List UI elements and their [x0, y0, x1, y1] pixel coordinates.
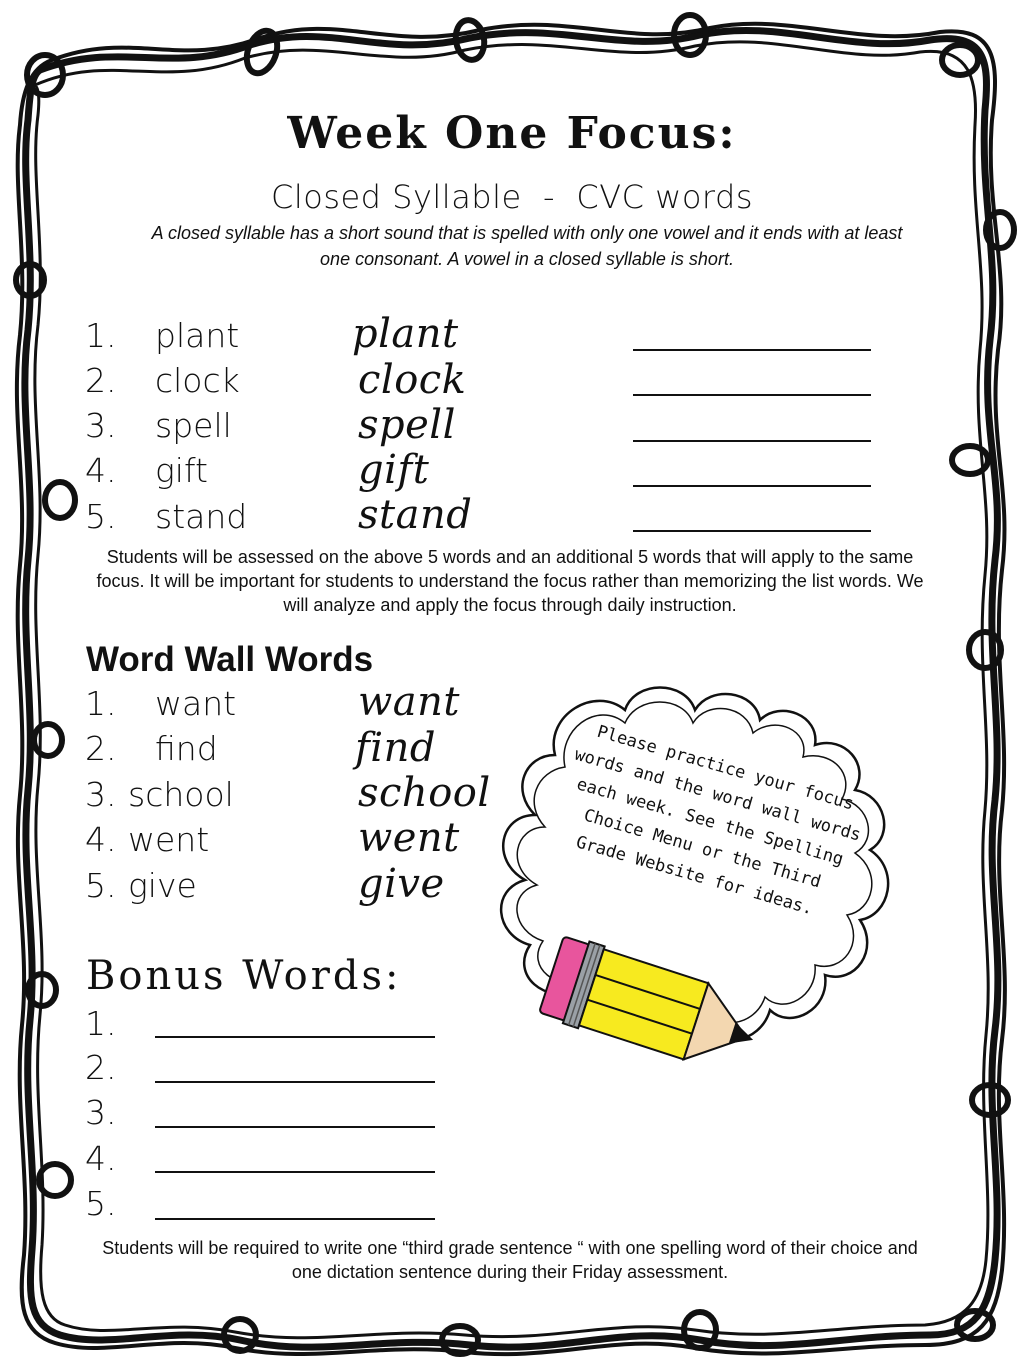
item-number: 1. [85, 1004, 117, 1043]
item-number: 3. [85, 406, 117, 445]
answer-blank[interactable] [633, 485, 871, 487]
bonus-blank[interactable] [155, 1218, 435, 1220]
answer-blank[interactable] [633, 440, 871, 442]
answer-blank[interactable] [633, 530, 871, 532]
focus-word-cursive: gift [358, 447, 430, 493]
answer-blank[interactable] [633, 349, 871, 351]
bonus-blank[interactable] [155, 1171, 435, 1173]
item-number: 3. [85, 775, 117, 814]
word-wall-cursive: school [358, 770, 491, 816]
item-number: 2. [85, 729, 117, 768]
page-title: Week One Focus: [287, 108, 737, 159]
assessment-note: Students will be assessed on the above 5 words and an additional 5 words that will apply to the same focus. It will be important for students to understand the focus rather than memorizing the list words. We will analyze and apply the focus through daily instruction. [96, 547, 924, 615]
bonus-blank[interactable] [155, 1036, 435, 1038]
focus-word: plant [155, 316, 240, 355]
word-wall-cursive: went [358, 815, 460, 861]
focus-word: spell [155, 406, 232, 445]
word-wall-cursive: find [355, 725, 436, 771]
focus-word-cursive: clock [358, 357, 467, 403]
word-wall-word: find [155, 729, 218, 768]
focus-word-cursive: plant [352, 311, 459, 357]
item-number: 5. [85, 1184, 117, 1223]
word-wall-cursive: want [358, 679, 460, 725]
word-wall-word: school [128, 775, 234, 814]
focus-description: A closed syllable has a short sound that is spelled with only one vowel and it ends with at least one consonant. A vowel in a closed syllable is short. [151, 223, 903, 269]
word-wall-word: went [128, 820, 210, 859]
bonus-blank[interactable] [155, 1081, 435, 1083]
cloud-note: Please practice your focus words and the word wall words each week. See the Spelling Choice Menu or the Third Grade Website for ideas. [572, 721, 864, 920]
word-wall-cursive: give [358, 861, 445, 907]
item-number: 4. [85, 1139, 117, 1178]
item-number: 4. [85, 820, 117, 859]
item-number: 1. [85, 684, 117, 723]
focus-word: stand [155, 497, 248, 536]
page-subtitle: Closed Syllable - CVC words [271, 178, 753, 216]
answer-blank[interactable] [633, 394, 871, 396]
item-number: 2. [85, 361, 117, 400]
focus-word: clock [155, 361, 240, 400]
focus-word-cursive: spell [358, 402, 456, 448]
item-number: 5. [85, 497, 117, 536]
item-number: 3. [85, 1093, 117, 1132]
word-wall-word: want [155, 684, 237, 723]
word-wall-heading: Word Wall Words [86, 640, 374, 679]
item-number: 2. [85, 1048, 117, 1087]
focus-word-cursive: stand [358, 492, 473, 538]
item-number: 1. [85, 316, 117, 355]
bonus-blank[interactable] [155, 1126, 435, 1128]
focus-word: gift [155, 451, 208, 490]
item-number: 4. [85, 451, 117, 490]
pencil-icon [525, 920, 765, 1100]
footer-note: Students will be required to write one “third grade sentence “ with one spelling word of their choice and one dictation sentence during their Friday assessment. [102, 1238, 918, 1282]
word-wall-word: give [128, 866, 197, 905]
bonus-heading: Bonus Words: [86, 953, 402, 999]
item-number: 5. [85, 866, 117, 905]
